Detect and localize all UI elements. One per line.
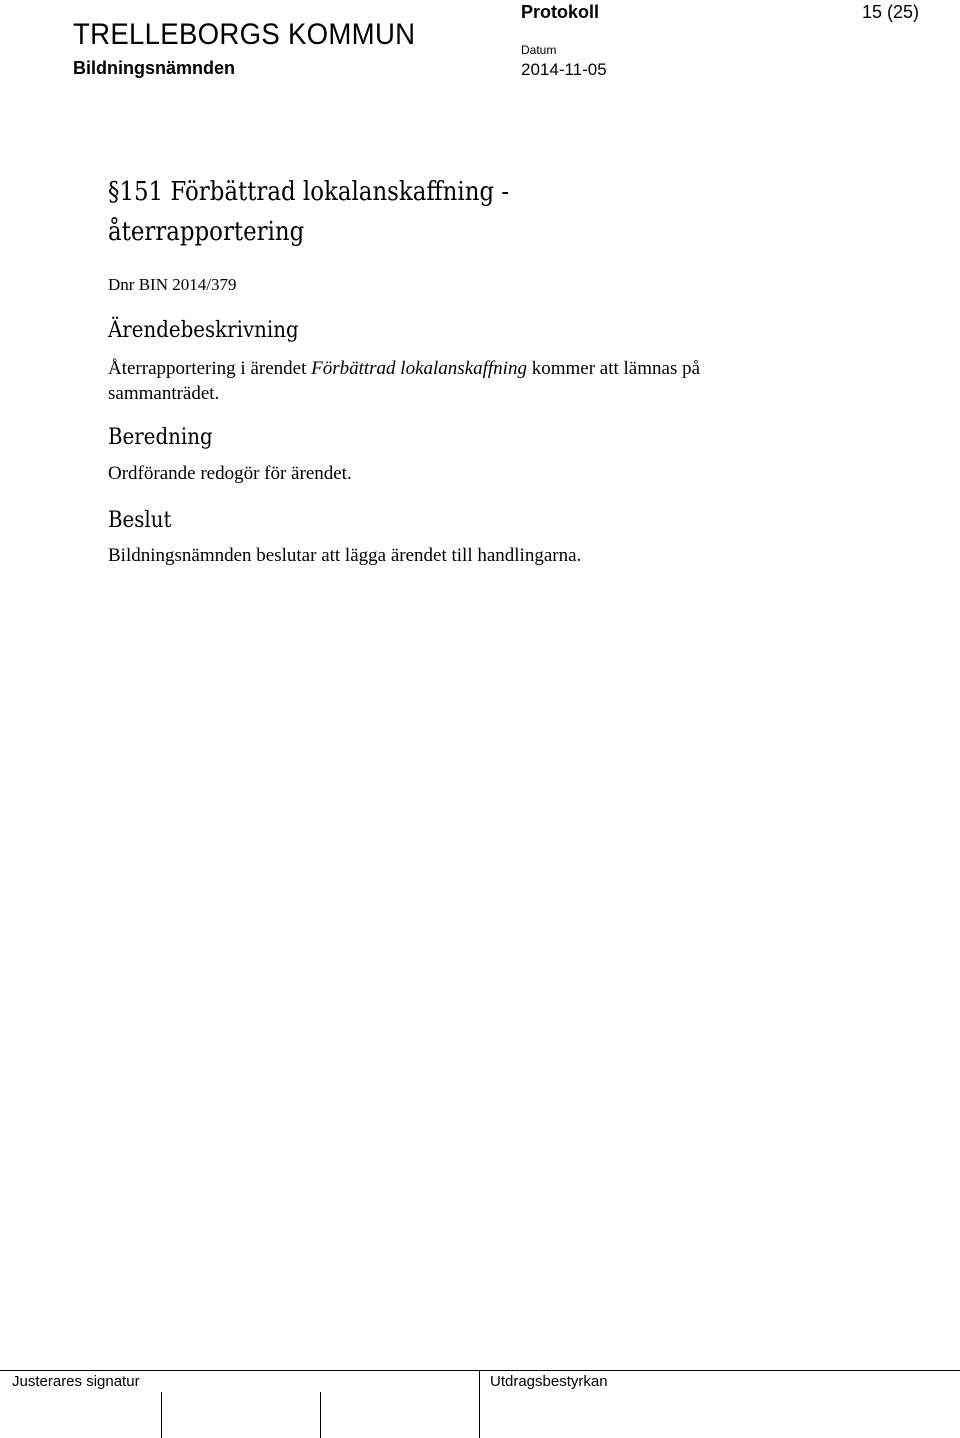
heading-beredning: Beredning xyxy=(108,425,213,450)
document-type: Protokoll xyxy=(521,2,600,22)
board-name: Bildningsnämnden xyxy=(73,58,235,78)
paragraph-title: §151 Förbättrad lokalanskaffning - återrapportering xyxy=(108,177,510,247)
signature-box-divider-2 xyxy=(320,1392,321,1438)
arendebeskrivning-case-title: Förbättrad lokalanskaffning xyxy=(311,358,527,379)
arendebeskrivning-text xyxy=(108,356,808,406)
footer-column-divider xyxy=(479,1370,480,1438)
extract-label: Utdragsbestyrkan xyxy=(490,1373,608,1390)
case-number: Dnr BIN 2014/379 xyxy=(108,275,237,294)
date-label: Datum xyxy=(521,43,557,57)
beslut-text: Bildningsnämnden beslutar att lägga ärendet till handlingarna. xyxy=(108,545,582,566)
arendebeskrivning-text-start: Återrapportering i ärendet xyxy=(108,358,312,379)
arendebeskrivning-text-end: kommer att lämnas på sammanträdet. xyxy=(108,358,701,404)
signature-label: Justerares signatur xyxy=(12,1373,140,1390)
signature-box-divider-1 xyxy=(161,1392,162,1438)
heading-arendebeskrivning: Ärendebeskrivning xyxy=(108,318,299,343)
organization-name: TRELLEBORGS KOMMUN xyxy=(73,18,416,51)
footer-divider xyxy=(0,1370,960,1371)
page-number: 15 (25) xyxy=(862,2,920,22)
heading-beslut: Beslut xyxy=(108,508,172,533)
beredning-text: Ordförande redogör för ärendet. xyxy=(108,463,352,484)
date-value: 2014-11-05 xyxy=(521,60,607,79)
